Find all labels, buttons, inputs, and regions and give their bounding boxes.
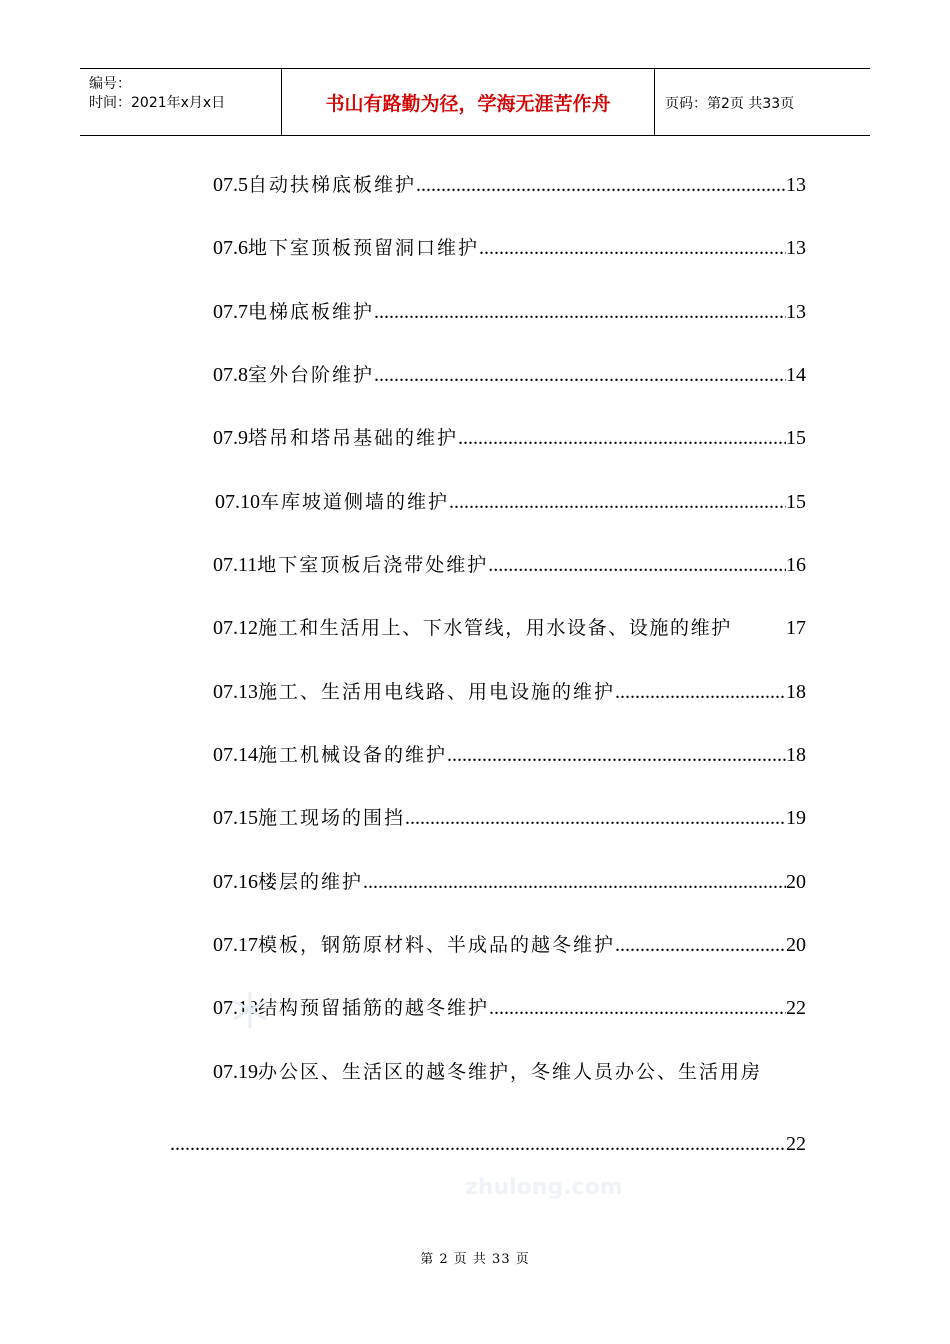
toc-leader-dots	[488, 554, 786, 577]
toc-entry-page: 19	[786, 807, 806, 829]
toc-entry-page: 18	[786, 681, 806, 703]
toc-entry-page: 22	[786, 1133, 806, 1155]
toc-entry-title: 施工、生活用电线路、用电设施的维护	[258, 681, 616, 703]
toc-entry-title: 施工机械设备的维护	[258, 744, 448, 766]
toc-entry[interactable]	[213, 993, 806, 1023]
toc-entry-number: 07.8	[213, 364, 248, 386]
toc-entry-title: 楼层的维护	[258, 871, 364, 893]
header-page-cell	[655, 69, 870, 135]
toc-entry-number: 07.6	[213, 237, 248, 259]
toc-entry-page: 20	[786, 934, 806, 956]
toc-entry-page: 13	[786, 174, 806, 196]
page-footer: 第 2 页 共 33 页	[420, 1252, 530, 1267]
toc-entry[interactable]	[215, 487, 806, 517]
toc-entry-number: 07.9	[213, 427, 248, 449]
toc-entry-page: 15	[786, 491, 806, 513]
page-header	[80, 68, 870, 136]
toc-entry[interactable]	[213, 423, 806, 453]
toc-entry-title: 施工和生活用上、下水管线，用水设备、设施的维护	[258, 617, 732, 639]
toc-leader-dots	[447, 744, 786, 767]
toc-entry-number: 07.19	[213, 1061, 258, 1083]
toc-entry-page: 14	[786, 364, 806, 386]
toc-leader-dots	[374, 301, 786, 324]
toc-entry[interactable]	[213, 740, 806, 770]
watermark-text: zhulong.com	[465, 1175, 623, 1200]
toc-entry[interactable]	[213, 803, 806, 833]
toc-entry-continuation[interactable]	[170, 1133, 806, 1163]
toc-entry-title: 电梯底板维护	[248, 301, 375, 323]
toc-entry[interactable]	[213, 297, 806, 327]
toc-entry-page: 17	[786, 617, 806, 639]
toc-entry-title: 室外台阶维护	[248, 364, 375, 386]
document-time-label: 时间：2021年x月x日	[89, 95, 226, 111]
toc-entry-wrapped[interactable]	[213, 1057, 806, 1087]
toc-entry-page: 15	[786, 427, 806, 449]
watermark-snowflake-icon	[228, 988, 272, 1032]
toc-entry-page: 20	[786, 871, 806, 893]
toc-entry-number: 07.14	[213, 744, 258, 766]
toc-entry-number: 07.16	[213, 871, 258, 893]
toc-entry-title: 地下室顶板后浇带处维护	[257, 554, 489, 576]
toc-leader-dots	[170, 1133, 786, 1156]
toc-entry[interactable]	[213, 360, 806, 390]
toc-entry[interactable]	[213, 550, 806, 580]
document-number-label: 编号：	[89, 76, 131, 92]
toc-entry[interactable]	[213, 930, 806, 960]
toc-leader-dots	[489, 997, 786, 1020]
toc-entry-number: 07.10	[215, 491, 260, 513]
toc-entry-title: 施工现场的围挡	[258, 807, 406, 829]
toc-leader-dots	[458, 427, 786, 450]
toc-leader-dots	[405, 807, 786, 830]
toc-leader-dots	[449, 491, 786, 514]
toc-entry-title: 塔吊和塔吊基础的维护	[248, 427, 459, 449]
toc-entry-title: 办公区、生活区的越冬维护，冬维人员办公、生活用房	[258, 1061, 763, 1083]
toc-entry-number: 07.15	[213, 807, 258, 829]
header-motto-cell	[282, 69, 655, 135]
toc-entry-page: 13	[786, 237, 806, 259]
toc-leader-dots	[416, 174, 786, 197]
toc-entry-title: 车库坡道侧墙的维护	[260, 491, 450, 513]
toc-entry[interactable]	[213, 867, 806, 897]
toc-entry-number: 07.12	[213, 617, 258, 639]
toc-leader-dots	[374, 364, 786, 387]
toc-entry-title: 模板，钢筋原材料、半成品的越冬维护	[258, 934, 616, 956]
toc-leader-dots	[615, 681, 786, 704]
toc-entry-title: 地下室顶板预留洞口维护	[248, 237, 480, 259]
toc-entry[interactable]	[213, 613, 806, 643]
toc-leader-dots	[363, 871, 786, 894]
toc-entry-number: 07.7	[213, 301, 248, 323]
toc-entry-page: 18	[786, 744, 806, 766]
toc-entry-number: 07.5	[213, 174, 248, 196]
header-page-label: 页码：第2页 共33页	[665, 96, 795, 112]
header-info-cell	[80, 69, 282, 135]
toc-entry-number: 07.13	[213, 681, 258, 703]
toc-entry-title: 结构预留插筋的越冬维护	[258, 997, 490, 1019]
toc-entry[interactable]	[213, 677, 806, 707]
toc-entry[interactable]	[213, 170, 806, 200]
toc-entry-title: 自动扶梯底板维护	[248, 174, 417, 196]
header-motto: 书山有路勤为径，学海无涯苦作舟	[325, 93, 611, 115]
toc-leader-dots	[479, 237, 786, 260]
toc-leader-dots	[615, 934, 786, 957]
toc-entry-number: 07.18	[213, 997, 258, 1019]
toc-entry-number: 07.17	[213, 934, 258, 956]
toc-entry-page: 13	[786, 301, 806, 323]
toc-entry[interactable]	[213, 233, 806, 263]
toc-entry-page: 22	[786, 997, 806, 1019]
toc-entry-page: 16	[786, 554, 806, 576]
toc-entry-number: 07.11	[213, 554, 258, 576]
